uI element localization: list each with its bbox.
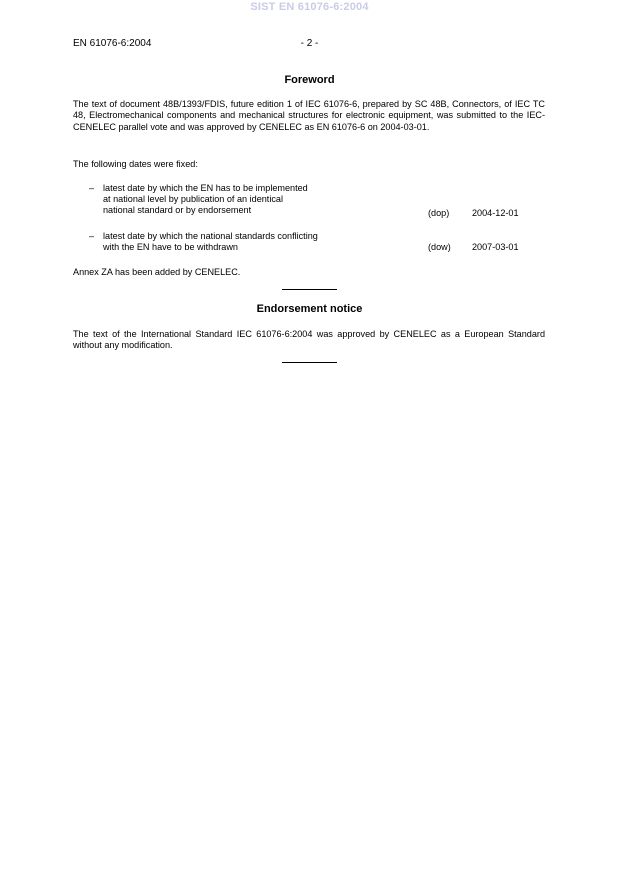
date-item-line: latest date by which the national standards conflicting [103,231,318,241]
date-item-line: with the EN have to be withdrawn [103,242,238,252]
foreword-paragraph-text: The text of document 48B/1393/FDIS, future edition 1 of IEC 61076-6, prepared by SC 48B, Connectors, of IEC TC 48, Electromechanical components and mechanical structures for electronic equipment, was submitted to the IEC-CENELEC parallel vote and was approved by CENELEC as EN 61076-6 on 2004-03-01. [73,99,545,132]
list-dash: – [89,231,95,241]
date-item-description [103,231,363,253]
date-item-abbr: (dow) [428,242,451,252]
date-item-line: at national level by publication of an identical [103,194,283,204]
header-doc-id: EN 61076-6:2004 [73,38,152,49]
date-item-dow [73,231,545,255]
date-item-value: 2007-03-01 [472,242,519,252]
endorsement-paragraph-text: The text of the International Standard IEC 61076-6:2004 was approved by CENELEC as a European Standard without any modification. [73,329,545,351]
annex-note: Annex ZA has been added by CENELEC. [73,267,241,277]
section-divider [282,362,337,363]
date-item-description [103,183,363,216]
foreword-paragraph [73,99,545,133]
endorsement-paragraph [73,329,545,352]
foreword-title: Foreword [284,74,335,86]
section-divider [282,289,337,290]
date-item-line: national standard or by endorsement [103,205,252,215]
date-item-value: 2004-12-01 [472,208,519,218]
date-item-dop [73,183,545,219]
list-dash: – [89,183,95,193]
endorsement-title: Endorsement notice [256,303,363,315]
date-item-abbr: (dop) [428,208,450,218]
watermark-text: SIST EN 61076-6:2004 [250,1,369,13]
dates-intro: The following dates were fixed: [73,159,198,169]
header-page-number: - 2 - [300,38,319,49]
date-item-line: latest date by which the EN has to be implemented [103,183,308,193]
